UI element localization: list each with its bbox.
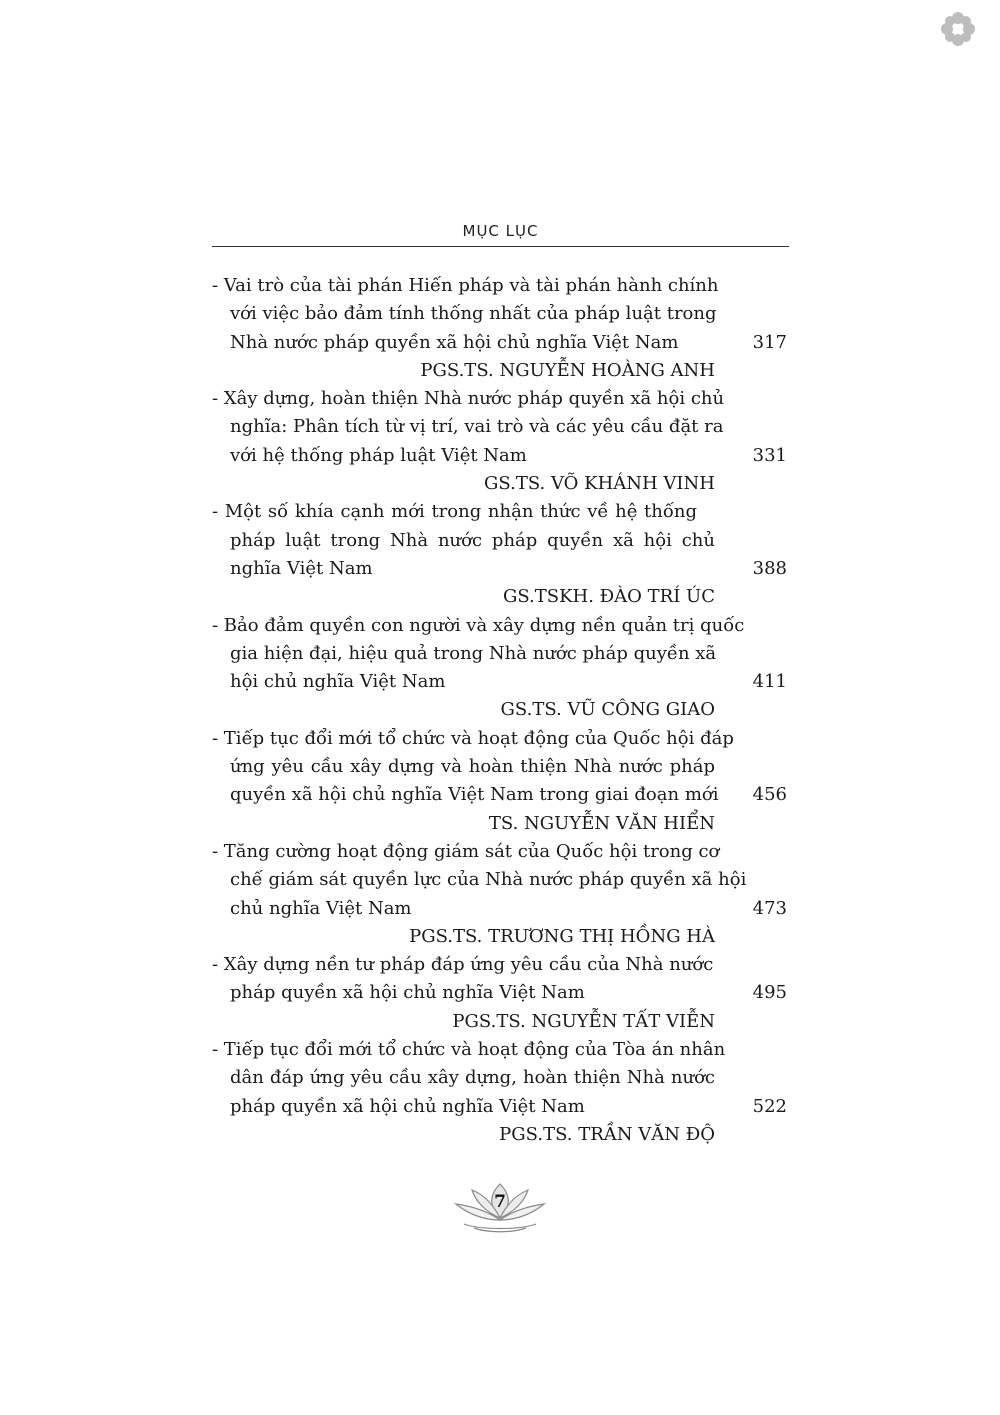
toc-page-number: 331 <box>752 444 787 466</box>
toc-entry <box>212 385 789 498</box>
toc-entry-title-text: - Bảo đảm quyền con người và xây dựng nền quản trị quốc <box>212 614 745 636</box>
toc-entry-title-text: - Xây dựng, hoàn thiện Nhà nước pháp quyền xã hội chủ <box>212 388 725 410</box>
page-number: 7 <box>494 1192 506 1212</box>
toc-entry <box>212 612 789 725</box>
toc-entry-title-line <box>212 442 789 470</box>
toc-entry-title-text: - Vai trò của tài phán Hiến pháp và tài phán hành chính <box>212 275 719 296</box>
toc-entry-title-text: nghĩa Việt Nam <box>230 557 373 579</box>
toc-entry-title-line <box>212 668 789 696</box>
toc-entry-title-line <box>212 866 747 894</box>
toc-entry-title-text: pháp quyền xã hội chủ nghĩa Việt Nam <box>230 982 585 1004</box>
toc-entry-title-text: chủ nghĩa Việt Nam <box>230 897 412 919</box>
toc-entry-title-text: ứng yêu cầu xây dựng và hoàn thiện Nhà nước pháp <box>230 756 715 778</box>
toc-entry <box>212 272 789 385</box>
toc-entry-title-line <box>212 385 725 413</box>
toc-entry-title-line <box>212 640 715 668</box>
toc-entry-title-line <box>212 979 789 1007</box>
toc-entry-title-text: - Xây dựng nền tư pháp đáp ứng yêu cầu của Nhà nước <box>212 954 714 976</box>
toc-entry <box>212 725 789 838</box>
toc-entry-title-line <box>212 413 724 441</box>
toc-entry-title-line <box>212 951 714 979</box>
toc-entry-title-text: Nhà nước pháp quyền xã hội chủ nghĩa Việt Nam <box>230 331 679 353</box>
toc-page-number: 522 <box>752 1095 787 1117</box>
toc-entry-title-line <box>212 329 789 357</box>
toc-entry-title-line <box>212 725 734 753</box>
header-title: MỤC LỤC <box>462 222 539 240</box>
toc-page-number: 388 <box>752 557 787 579</box>
toc-entry-title-line <box>212 300 715 328</box>
toc-entry-author: TS. NGUYỄN VĂN HIỂN <box>488 812 715 834</box>
toc-entry-author: PGS.TS. NGUYỄN HOÀNG ANH <box>420 359 715 381</box>
toc-page-number: 473 <box>752 897 787 919</box>
toc-entry-title-line <box>212 781 789 809</box>
toc-entry-title-text: - Một số khía cạnh mới trong nhận thức về hệ thống <box>212 501 697 523</box>
toc-entry-author: GS.TS. VŨ CÔNG GIAO <box>500 699 715 721</box>
toc-entry-title-line <box>212 895 789 923</box>
toc-entry-title-text: - Tiếp tục đổi mới tổ chức và hoạt động của Tòa án nhân <box>212 1039 726 1061</box>
toc-entry-title-text: nghĩa: Phân tích từ vị trí, vai trò và các yêu cầu đặt ra <box>230 416 724 438</box>
corner-flower-icon <box>937 8 979 50</box>
toc-entry <box>212 951 789 1036</box>
toc-entry-title-line <box>212 498 697 526</box>
toc-page-number: 495 <box>752 982 787 1004</box>
toc-entry-title-line <box>212 1036 726 1064</box>
toc-page-number: 411 <box>752 671 787 693</box>
toc-entry-title-text: hội chủ nghĩa Việt Nam <box>230 671 446 693</box>
toc-entry-author: PGS.TS. TRẦN VĂN ĐỘ <box>499 1123 715 1145</box>
toc-entry-title-line <box>212 753 715 781</box>
toc-entry-title-line <box>212 838 720 866</box>
toc-page-number: 456 <box>752 784 787 806</box>
toc-entry-title-line <box>212 555 789 583</box>
toc-entry-author: PGS.TS. TRƯƠNG THỊ HỒNG HÀ <box>409 925 715 947</box>
toc-entry-title-text: với hệ thống pháp luật Việt Nam <box>230 444 527 466</box>
toc-entry <box>212 498 789 611</box>
toc-entry-title-text: chế giám sát quyền lực của Nhà nước pháp quyền xã hội <box>230 869 747 891</box>
toc-entry <box>212 1036 789 1149</box>
table-of-contents <box>212 272 789 1149</box>
toc-entry-title-line <box>212 272 719 300</box>
toc-entry-author: GS.TS. VÕ KHÁNH VINH <box>484 473 715 495</box>
toc-entry-title-line <box>212 612 745 640</box>
toc-entry-author: GS.TSKH. ĐÀO TRÍ ÚC <box>502 586 715 608</box>
toc-entry-title-line <box>212 1064 715 1092</box>
toc-page-number: 317 <box>752 331 787 353</box>
toc-entry <box>212 838 789 951</box>
toc-entry-title-text: với việc bảo đảm tính thống nhất của pháp luật trong <box>230 303 717 325</box>
toc-entry-title-text: - Tăng cường hoạt động giám sát của Quốc hội trong cơ <box>212 840 720 862</box>
toc-entry-title-text: pháp luật trong Nhà nước pháp quyền xã hội chủ <box>230 529 715 551</box>
toc-entry-title-line <box>212 1093 789 1121</box>
toc-entry-title-text: - Tiếp tục đổi mới tổ chức và hoạt động của Quốc hội đáp <box>212 727 734 749</box>
toc-entry-title-text: gia hiện đại, hiệu quả trong Nhà nước pháp quyền xã <box>230 642 717 664</box>
page-header <box>212 220 789 247</box>
toc-entry-title-text: quyền xã hội chủ nghĩa Việt Nam trong giai đoạn mới <box>230 784 719 806</box>
toc-entry-title-text: dân đáp ứng yêu cầu xây dựng, hoàn thiện Nhà nước <box>230 1067 715 1089</box>
toc-entry-title-line <box>212 527 715 555</box>
toc-entry-author: PGS.TS. NGUYỄN TẤT VIỄN <box>452 1010 715 1032</box>
toc-entry-title-text: pháp quyền xã hội chủ nghĩa Việt Nam <box>230 1095 585 1117</box>
